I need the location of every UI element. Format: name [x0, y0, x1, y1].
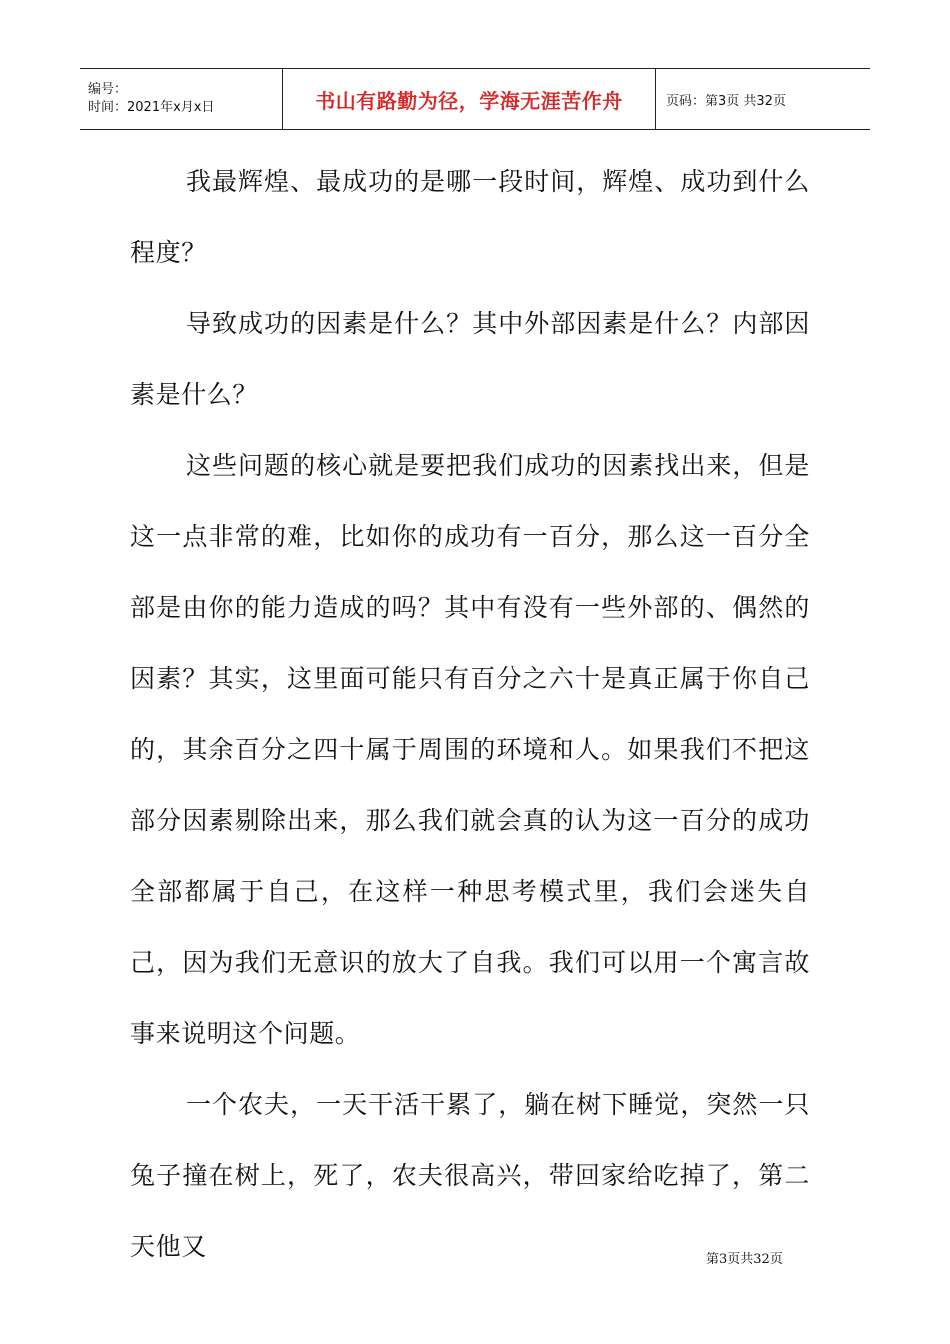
header-motto	[282, 69, 656, 129]
body-paragraph: 我最辉煌、最成功的是哪一段时间，辉煌、成功到什么程度？	[130, 167, 810, 267]
footer-page-number: 第3页共32页	[706, 1252, 783, 1267]
body-paragraph: 这些问题的核心就是要把我们成功的因素找出来，但是这一点非常的难，比如你的成功有一百分，那么这一百分全部是由你的能力造成的吗？其中有没有一些外部的、偶然的因素？其实，这里面可能只有百分之六十是真正属于你自己的，其余百分之四十属于周围的环境和人。如果我们不把这部分因素剔除出来，那么我们就会真的认为这一百分的成功全部都属于自己，在这样一种思考模式里，我们会迷失自己，因为我们无意识的放大了自我。我们可以用一个寓言故事来说明这个问题。	[130, 451, 810, 1048]
body-paragraph: 一个农夫，一天干活干累了，躺在树下睡觉，突然一只兔子撞在树上，死了，农夫很高兴，带回家给吃掉了，第二天他又	[130, 1090, 810, 1261]
motto-text: 书山有路勤为径，学海无涯苦作舟	[315, 88, 623, 113]
header-page-info	[656, 69, 870, 129]
header-meta	[80, 69, 282, 129]
document-time-label: 时间：2021年x月x日	[88, 100, 215, 115]
page-header	[80, 68, 870, 130]
header-page-number: 页码：第3页 共32页	[666, 93, 786, 109]
page-footer	[706, 1248, 783, 1267]
document-number-label: 编号：	[88, 82, 128, 97]
body-paragraph: 导致成功的因素是什么？其中外部因素是什么？内部因素是什么？	[130, 309, 810, 409]
document-body	[130, 146, 810, 1282]
